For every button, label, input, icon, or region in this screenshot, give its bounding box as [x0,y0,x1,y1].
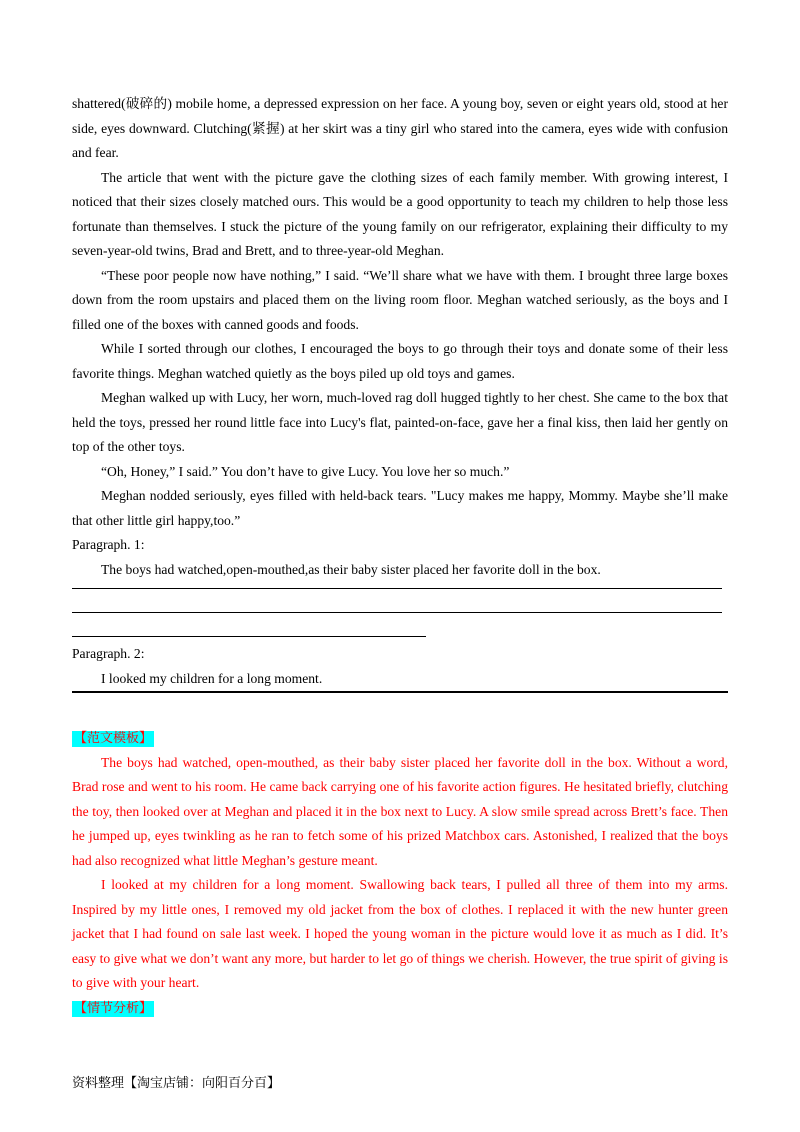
story-paragraph: Meghan walked up with Lucy, her worn, much-loved rag doll hugged tightly to her chest. She came to the box that held the toys, pressed her round little face into Lucy's flat, painted-on-face, gave her a final kiss, then laid her gently on top of the other toys. [72,390,728,454]
document-body [72,92,728,1020]
paragraph-2-opening: I looked my children for a long moment. [101,670,323,686]
writing-lines [72,588,728,637]
story-paragraph: “Oh, Honey,” I said.” You don’t have to give Lucy. You love her so much.” [101,463,510,479]
story-paragraph: “These poor people now have nothing,” I said. “We’ll share what we have with them. I brought three large boxes down from the room upstairs and placed them on the living room floor. Meghan watched seriously, as the boys and I filled one of the boxes with canned goods and foods. [72,267,728,332]
writing-line [72,636,426,637]
story-paragraph: While I sorted through our clothes, I encouraged the boys to go through their toys and donate some of their less favorite things. Meghan watched quietly as the boys piled up old toys and games. [72,341,728,381]
paragraph-1-opening: The boys had watched,open-mouthed,as their baby sister placed her favorite doll in the box. [101,561,601,577]
story-paragraph: shattered(破碎的) mobile home, a depressed expression on her face. A young boy, seven or eight years old, stood at her side, eyes downward. Clutching(紧握) at her skirt was a tiny girl who stared into the camera, eyes wide with confusion and fear. [72,96,728,160]
model-answer-paragraph-2: I looked at my children for a long moment. Swallowing back tears, I pulled all three of them into my arms. Inspired by my little ones, I removed my old jacket from the box of clothes. I replaced it with the new hunter green jacket that I had found on sale last week. I hoped the young woman in the picture would love it as much as I did. It’s easy to give what we don’t want any more, but harder to let go of things we cherish. However, the true spirit of giving is to give with your heart. [72,877,728,990]
analysis-tag: 【情节分析】 [74,1000,153,1016]
paragraph-1-label: Paragraph. 1: [72,537,145,552]
footer-credit: 资料整理【淘宝店铺：向阳百分百】 [72,1076,281,1091]
paragraph-2-label: Paragraph. 2: [72,646,145,661]
story-paragraph: Meghan nodded seriously, eyes filled with held-back tears. "Lucy makes me happy, Mommy. Maybe she’ll make that other little girl happy,too.” [72,488,728,528]
model-answer-tag: 【范文模板】 [74,731,153,746]
model-answer-paragraph-1: The boys had watched, open-mouthed, as their baby sister placed her favorite doll in the box. Without a word, Brad rose and went to his room. He came back carrying one of his favorite action figures. He hesitated briefly, clutching the toy, then looked over at Meghan and placed it in the box next to Lucy. A slow smile spread across Brett’s face. Then he jumped up, eyes twinkling as he ran to fetch some of his prized Matchbox cars. Astonished, I realized that the boys had also recognized what little Meghan’s gesture meant. [72,754,728,868]
story-paragraph: The article that went with the picture gave the clothing sizes of each family member. With growing interest, I noticed that their sizes closely matched ours. This would be a good opportunity to teach my children to help those less fortunate than themselves. I stuck the picture of the young family on our refrigerator, explaining their difficulty to my seven-year-old twins, Brad and Brett, and to three-year-old Meghan. [72,169,728,258]
